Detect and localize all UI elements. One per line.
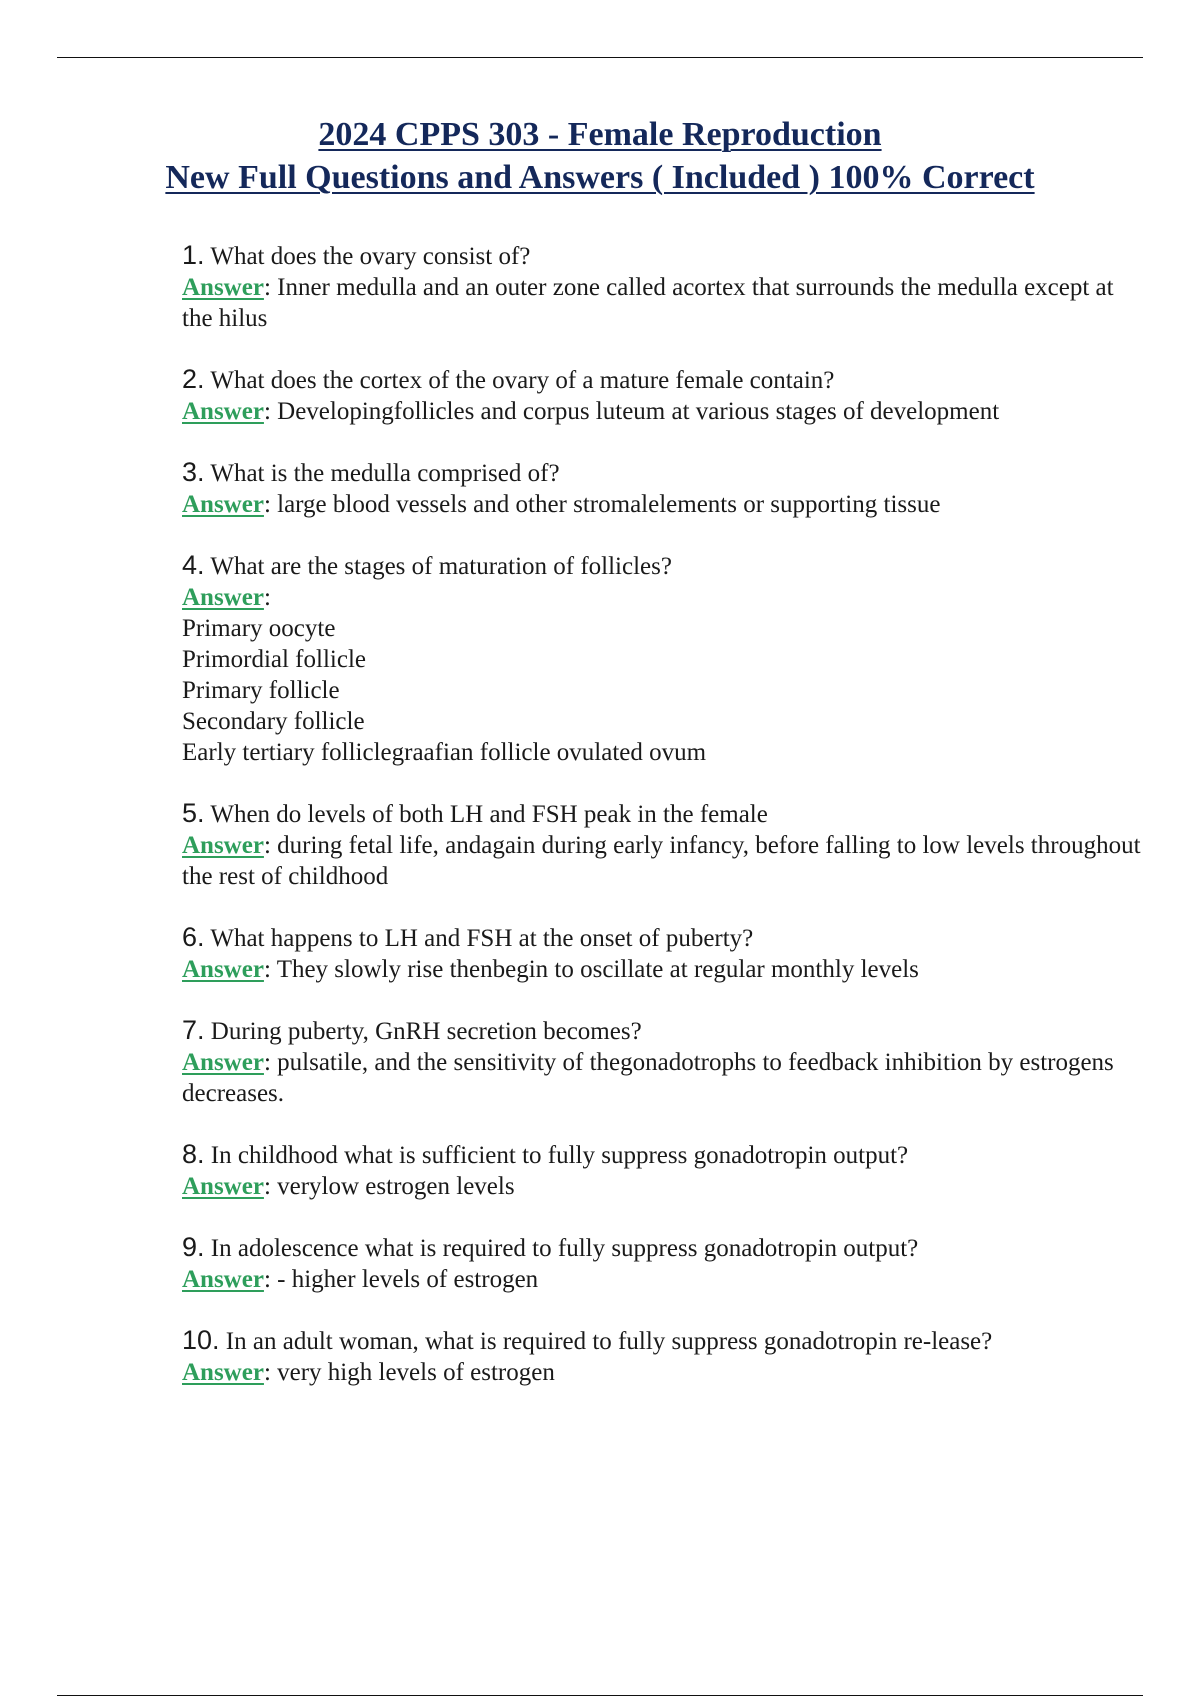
answer-label: Answer bbox=[182, 1173, 264, 1200]
question: 6. What happens to LH and FSH at the onset of puberty? bbox=[182, 922, 754, 952]
answer-label: Answer bbox=[182, 584, 264, 611]
qa-list bbox=[182, 240, 1142, 1418]
qa-item-3 bbox=[182, 457, 1142, 520]
qa-item-2 bbox=[182, 364, 1142, 427]
question: 5. When do levels of both LH and FSH peak in the female bbox=[182, 798, 768, 828]
answer: Answer: Developingfollicles and corpus luteum at various stages of development bbox=[182, 398, 1000, 425]
answer: Answer: large blood vessels and other stromalelements or supporting tissue bbox=[182, 491, 941, 518]
answer: Answer: very high levels of estrogen bbox=[182, 1359, 555, 1386]
answer-list-item: Secondary follicle bbox=[182, 708, 365, 735]
question: 4. What are the stages of maturation of follicles? bbox=[182, 550, 672, 580]
answer: Answer: They slowly rise thenbegin to oscillate at regular monthly levels bbox=[182, 956, 919, 983]
question: 3. What is the medulla comprised of? bbox=[182, 457, 560, 487]
answer-list-item: Primordial follicle bbox=[182, 646, 366, 673]
question: 10. In an adult woman, what is required to fully suppress gonadotropin re-lease? bbox=[182, 1325, 993, 1355]
qa-item-8 bbox=[182, 1139, 1142, 1202]
title-line-1: 2024 CPPS 303 - Female Reproduction bbox=[318, 116, 882, 153]
answer-label: Answer bbox=[182, 956, 264, 983]
answer-list-item: Primary follicle bbox=[182, 677, 340, 704]
answer-label: Answer bbox=[182, 1266, 264, 1293]
answer-list-item: Early tertiary folliclegraafian follicle ovulated ovum bbox=[182, 739, 707, 766]
question: 9. In adolescence what is required to fully suppress gonadotropin output? bbox=[182, 1232, 919, 1262]
qa-item-9 bbox=[182, 1232, 1142, 1295]
answer: Answer: during fetal life, andagain during early infancy, before falling to low levels throughout the rest of childhood bbox=[182, 832, 1141, 890]
answer-label: Answer bbox=[182, 832, 264, 859]
answer-label: Answer bbox=[182, 398, 264, 425]
answer-label: Answer bbox=[182, 1359, 264, 1386]
qa-item-6 bbox=[182, 922, 1142, 985]
question: 2. What does the cortex of the ovary of a mature female contain? bbox=[182, 364, 835, 394]
bottom-rule bbox=[57, 1695, 1143, 1696]
answer-label: Answer bbox=[182, 274, 264, 301]
qa-item-10 bbox=[182, 1325, 1142, 1388]
title-line-2: New Full Questions and Answers ( Included ) 100% Correct bbox=[165, 159, 1035, 196]
answer: Answer: pulsatile, and the sensitivity of thegonadotrophs to feedback inhibition by estrogens decreases. bbox=[182, 1049, 1114, 1107]
top-rule bbox=[57, 57, 1143, 58]
qa-item-7 bbox=[182, 1015, 1142, 1109]
answer: Answer: bbox=[182, 584, 271, 611]
qa-item-1 bbox=[182, 240, 1142, 334]
document-title bbox=[0, 113, 1200, 199]
question: 7. During puberty, GnRH secretion becomes? bbox=[182, 1015, 642, 1045]
qa-item-4 bbox=[182, 550, 1142, 768]
answer: Answer: Inner medulla and an outer zone called acortex that surrounds the medulla except at the hilus bbox=[182, 274, 1114, 332]
question: 1. What does the ovary consist of? bbox=[182, 240, 531, 270]
answer-list-item: Primary oocyte bbox=[182, 615, 336, 642]
answer: Answer: - higher levels of estrogen bbox=[182, 1266, 539, 1293]
answer-label: Answer bbox=[182, 491, 264, 518]
answer-label: Answer bbox=[182, 1049, 264, 1076]
qa-item-5 bbox=[182, 798, 1142, 892]
question: 8. In childhood what is sufficient to fully suppress gonadotropin output? bbox=[182, 1139, 909, 1169]
answer: Answer: verylow estrogen levels bbox=[182, 1173, 515, 1200]
